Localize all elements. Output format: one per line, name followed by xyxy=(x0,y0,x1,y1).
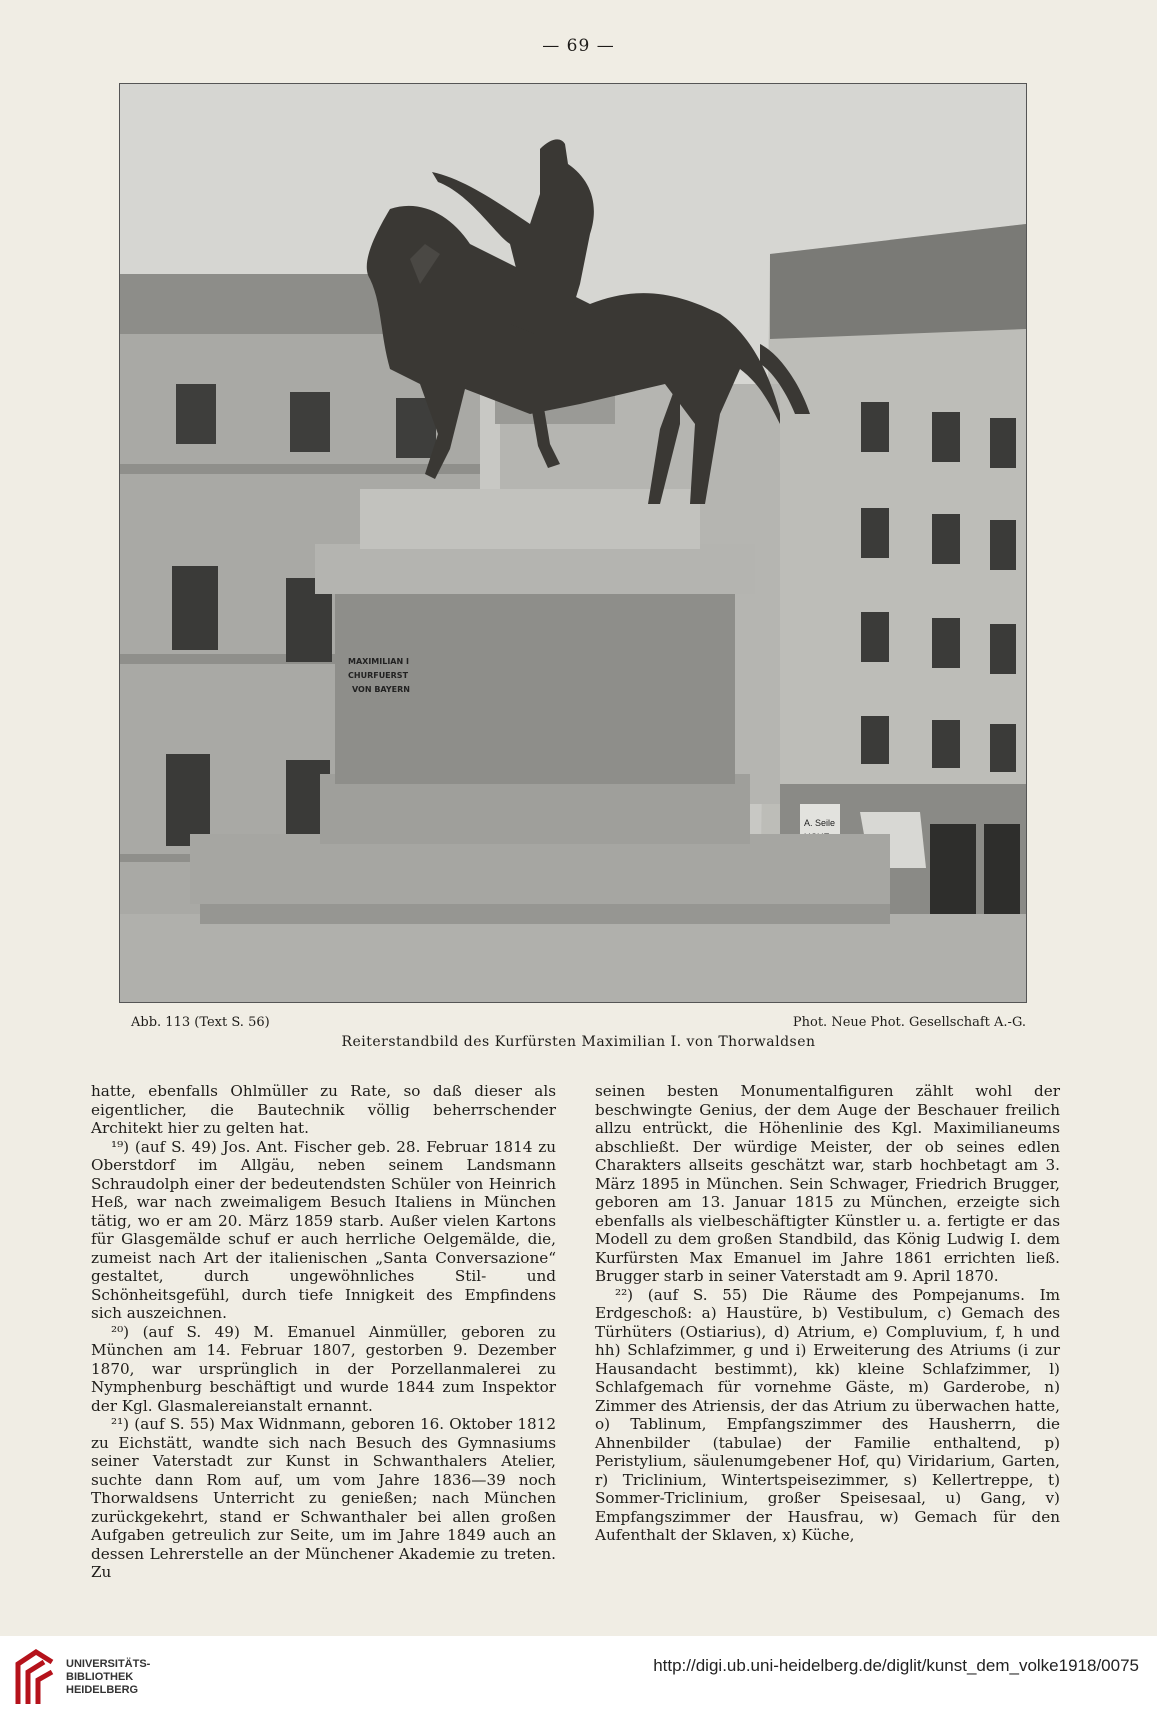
paragraph: seinen besten Monumentalfiguren zählt wohl der beschwingte Genius, der dem Auge der Beschauer freilich allzu entrückt, die Höhenlinie des Kgl. Maximilianeums abschließt. Der würdige Meister, der ob seines edlen Charakters allseits geschätzt war, starb hochbetagt am 3. März 1895 in München. Sein Schwager, Friedrich Brugger, geboren am 13. Januar 1815 zu München, erzeigte sich ebenfalls als vielbeschäftigter Künstler u. a. fertigte er das Modell zu dem großen Standbild, das König Ludwig I. dem Kurfürsten Max Emanuel im Jahre 1861 errichten ließ. Brugger starb in seiner Vaterstadt am 9. April 1870. xyxy=(595,1082,1060,1285)
plinth-inscription-2: CHURFUERST xyxy=(348,671,409,680)
shop-sign-line-1: A. Seile xyxy=(804,818,836,828)
university-library-logo-icon xyxy=(12,1646,56,1708)
library-footer xyxy=(0,1636,1157,1718)
library-name-line: BIBLIOTHEK xyxy=(66,1671,134,1683)
footnote-19: ¹⁹) (auf S. 49) Jos. Ant. Fischer geb. 28. Februar 1814 zu Oberstdorf im Allgäu, neben seinem Landsmann Schraudolph einer der bedeutendsten Schüler von Heinrich Heß, war nach zweimaligem Besuch Italiens in München tätig, wo er am 20. März 1859 starb. Außer vielen Kartons für Glasgemälde schuf er auch herrliche Oelgemälde, die, zumeist nach Art der italienischen „Santa Conversazione“ gestaltet, durch ungewöhnliches Stil- und Schönheitsgefühl, durch tiefe Innigkeit des Empfindens sich auszeichnen. xyxy=(91,1137,556,1322)
figure-title: Reiterstandbild des Kurfürsten Maximilian I. von Thorwaldsen xyxy=(341,1034,816,1050)
footnote-21: ²¹) (auf S. 55) Max Widnmann, geboren 16. Oktober 1812 zu Eichstätt, wandte sich nach Besuch des Gymnasiums seiner Vaterstadt zur Kunst in Schwanthalers Atelier, suchte dann Rom auf, um vom Jahre 1836—39 noch Thorwaldsens Unterricht zu genießen; nach München zurückgekehrt, stand er Schwanthaler bei allen großen Aufgaben getreulich zur Seite, um im Jahre 1849 auch an dessen Lehrerstelle an der Münchener Akademie zu treten. Zu xyxy=(91,1415,556,1581)
footnote-22: ²²) (auf S. 55) Die Räume des Pompejanums. Im Erdgeschoß: a) Haustüre, b) Vestibulum, c) Gemach des Türhüters (Ostiarius), d) Atrium, e) Compluvium, f, h und hh) Schlafzimmer, g und i) Erweiterung des Atriums (i zur Hausandacht bestimmt), kk) kleine Schlafzimmer, l) Schlafgemach für vornehme Gäste, m) Garderobe, n) Zimmer des Atriensis, der das Atrium zu überwachen hatte, o) Tablinum, Empfangszimmer des Hausherrn, die Ahnenbilder (tabulae) der Familie enthaltend, p) Peristylium, säulenumgebener Hof, qu) Viridarium, Garten, r) Triclinium, Wintertspeisezimmer, s) Kellertreppe, t) Sommer-Triclinium, großer Speisesaal, u) Gang, v) Empfangszimmer der Hausfrau, w) Gemach für den Aufenthalt der Sklaven, x) Küche, xyxy=(595,1285,1060,1544)
plinth-inscription-3: VON BAYERN xyxy=(352,685,410,694)
permalink-url[interactable]: http://digi.ub.uni-heidelberg.de/diglit/kunst_dem_volke1918/0075 xyxy=(653,1656,1139,1675)
left-text-column xyxy=(91,1082,556,1582)
library-name-line: HEIDELBERG xyxy=(66,1684,139,1696)
equestrian-statue-photo xyxy=(119,83,1027,1003)
library-name xyxy=(66,1658,150,1697)
library-name-line: UNIVERSITÄTS- xyxy=(66,1658,151,1670)
plinth-inscription-1: MAXIMILIAN I xyxy=(348,657,409,666)
right-text-column xyxy=(595,1082,1060,1545)
figure-number-caption: Abb. 113 (Text S. 56) xyxy=(131,1015,270,1030)
photo-credit: Phot. Neue Phot. Gesellschaft A.-G. xyxy=(792,1015,1026,1030)
paragraph: hatte, ebenfalls Ohlmüller zu Rate, so daß dieser als eigentlicher, die Bautechnik völlig beherrschender Architekt hier zu gelten hat. xyxy=(91,1082,556,1137)
page-number: — 69 — xyxy=(542,36,615,56)
footnote-20: ²⁰) (auf S. 49) M. Emanuel Ainmüller, geboren zu München am 14. Februar 1807, gestorben 9. Dezember 1870, war ursprünglich in der Porzellanmalerei zu Nymphenburg beschäftigt und wurde 1844 zum Inspektor der Kgl. Glasmalereianstalt ernannt. xyxy=(91,1322,556,1415)
